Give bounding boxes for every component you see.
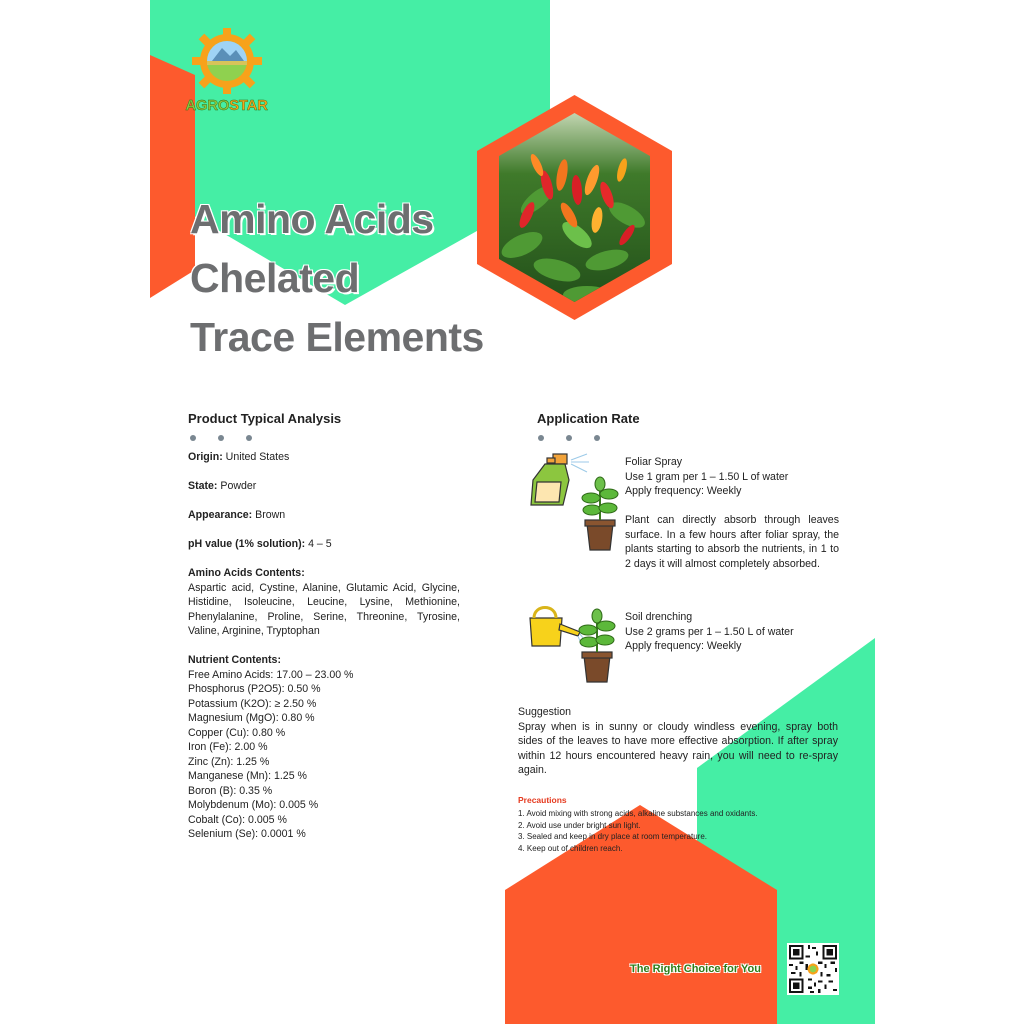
analysis-content xyxy=(188,450,460,842)
product-title xyxy=(190,190,484,367)
precautions-list xyxy=(518,808,758,854)
appearance-row: Appearance: Brown xyxy=(188,509,286,521)
title-line-2: Chelated xyxy=(190,255,360,301)
foliar-description: Plant can directly absorb through leaves surface. In a few hours after foliar spray, the plants starting to absorb the nutrients, in 1 to 2 days it will almost completely absorbed. xyxy=(625,514,839,570)
soil-frequency: Apply frequency: Weekly xyxy=(625,640,742,652)
product-sheet xyxy=(150,0,875,1024)
foliar-title: Foliar Spray xyxy=(625,456,683,468)
nutrient-item: Iron (Fe): 2.00 % xyxy=(188,741,268,753)
foliar-spray-block xyxy=(625,455,839,571)
nutrient-item: Cobalt (Co): 0.005 % xyxy=(188,813,287,826)
spray-bottle-icon xyxy=(525,450,625,556)
gear-logo-icon xyxy=(192,28,262,94)
title-line-1: Amino Acids xyxy=(190,196,434,242)
precaution-item: 2. Avoid use under bright sun light. xyxy=(518,820,641,830)
nutrient-item: Selenium (Se): 0.0001 % xyxy=(188,828,306,840)
agrostar-logo xyxy=(184,28,269,114)
suggestion-text: Spray when is in sunny or cloudy windless evening, spray both sides of the leaves to have more effective absorption. If after spray within 12 hours encountered heavy rain, you will need to re-spray again. xyxy=(518,720,838,776)
state-row: State: Powder xyxy=(188,480,257,492)
suggestion-heading: Suggestion xyxy=(518,706,572,718)
soil-rate: Use 2 grams per 1 – 1.50 L of water xyxy=(625,625,794,638)
precaution-item: 3. Sealed and keep in dry place at room temperature. xyxy=(518,832,707,841)
nutrient-item: Phosphorus (P2O5): 0.50 % xyxy=(188,683,321,695)
precaution-item: 1. Avoid mixing with strong acids, alkaline substances and oxidants. xyxy=(518,809,758,818)
nutrient-item: Zinc (Zn): 1.25 % xyxy=(188,755,270,768)
watering-can-icon xyxy=(522,598,622,688)
amino-text: Aspartic acid, Cystine, Alanine, Glutamic Acid, Glycine, Histidine, Isoleucine, Leucine, Lysine, Methionine, Phenylalanine, Proline, Serine, Threonine, Tyrosine, Valine, Arginine, Tryptophan xyxy=(188,581,460,637)
nutrient-item: Copper (Cu): 0.80 % xyxy=(188,726,286,739)
suggestion-block xyxy=(518,705,838,778)
pepper-plant-photo xyxy=(477,95,672,320)
brand-name: AGROSTAR xyxy=(185,97,268,114)
soil-drenching-block xyxy=(625,610,839,654)
nutrient-item: Molybdenum (Mo): 0.005 % xyxy=(188,799,319,811)
application-heading: Application Rate xyxy=(537,411,640,426)
nutrient-item: Free Amino Acids: 17.00 – 23.00 % xyxy=(188,668,354,681)
application-dots xyxy=(538,435,600,441)
precaution-item: 4. Keep out of children reach. xyxy=(518,843,623,853)
potted-plant-icon xyxy=(579,609,615,682)
nutrient-item: Manganese (Mn): 1.25 % xyxy=(188,770,307,782)
title-line-3: Trace Elements xyxy=(190,314,484,360)
foliar-rate: Use 1 gram per 1 – 1.50 L of water xyxy=(625,470,789,483)
soil-title: Soil drenching xyxy=(625,611,693,623)
foliar-frequency: Apply frequency: Weekly xyxy=(625,485,742,497)
amino-heading: Amino Acids Contents: xyxy=(188,567,305,579)
analysis-dots xyxy=(190,435,252,441)
analysis-heading: Product Typical Analysis xyxy=(188,411,342,426)
precautions-heading: Precautions xyxy=(518,795,567,805)
potted-plant-icon xyxy=(582,477,618,550)
nutrient-item: Magnesium (MgO): 0.80 % xyxy=(188,712,315,724)
ph-row: pH value (1% solution): 4 – 5 xyxy=(188,538,332,550)
tagline: The Right Choice for You xyxy=(630,963,761,975)
nutrient-item: Boron (B): 0.35 % xyxy=(188,784,273,797)
nutrient-heading: Nutrient Contents: xyxy=(188,654,281,666)
nutrient-item: Potassium (K2O): ≥ 2.50 % xyxy=(188,697,317,710)
origin-row: Origin: United States xyxy=(188,451,290,463)
qr-code[interactable] xyxy=(787,943,839,995)
